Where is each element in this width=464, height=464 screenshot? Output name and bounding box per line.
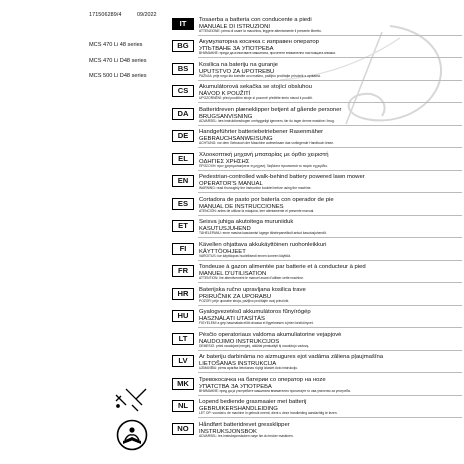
language-block-bs [170,61,464,81]
language-block-et [170,218,464,238]
product-title: Ar bateriju darbināma no aizmugures ejot vadāma zāliena pļaujmašīna [199,354,384,360]
warning-text: PAŽNJA: prije nego što koristite ovu mašinu, pažljivo pročitajte priručnik s uputama. [199,74,321,79]
language-block-no [170,421,464,441]
warning-text: TÄHELEPANU: enne masina kasutamist lugege tähelepanelikult antud kasutusjuhendit. [199,231,327,236]
language-code: ET [172,220,194,232]
manual-title: PRIRUČNIK ZA UPORABU [199,293,272,300]
row-divider [198,395,462,396]
product-title: Håndført batteridrevet gressklipper [199,422,290,428]
manual-title: MANUALE DI ISTRUZIONI [199,23,271,30]
language-code: FI [172,243,194,255]
language-code: DE [172,130,194,142]
product-title: Tondeuse à gazon alimentée par batterie et à conducteur à pied [199,264,366,270]
row-divider [198,102,462,103]
language-block-nl [170,398,464,418]
manual-title: УПАТСТВА ЗА УПОТРЕБА [199,383,272,390]
language-code: EN [172,175,194,187]
language-block-hu [170,308,464,328]
product-title: Cortadora de pasto por batería con operador de pie [199,197,334,203]
model-name: MCS 500 Li D48 series [89,73,147,79]
language-code: MK [172,378,194,390]
product-title: Seisva juhiga akutoitega muruniiduk [199,219,294,225]
language-code: BG [172,40,194,52]
model-list [89,38,147,85]
manual-title: ΟΔΗΓΙΕΣ ΧΡΗΣΗΣ [199,158,250,165]
warning-text: ATENCIÓN: antes de utilizar la máquina, leer atentamente el presente manual. [199,209,315,214]
manual-title: GEBRUIKERSHANDLEIDING [199,405,278,412]
row-divider [198,305,462,306]
manual-title: GEBRAUCHSANWEISUNG [199,135,273,142]
product-title: Pedestrian-controlled walk-behind battery powered lawn mower [199,174,365,180]
product-title: Baterijska ručno upravljana kosilica trave [199,287,306,293]
language-block-bg [170,38,464,58]
language-code: NL [172,400,194,412]
language-block-it [170,16,464,36]
warning-text: LET OP: voordat u de machine in gebruik neemt, dient u deze handleiding aandachtig te lezen. [199,411,338,416]
read-manual-icon [118,421,147,450]
language-code: CS [172,85,194,97]
row-divider [198,192,462,193]
product-title: Тревокосачка на батерии со оператор на ноze [199,377,326,383]
product-title: Tosaerba a batteria con conducente a piedi [199,17,312,23]
manual-title: NAUDOJIMO INSTRUKCIJOS [199,338,280,345]
manual-title: LIETOŠANAS INSTRUKCIJA [199,360,277,367]
row-divider [198,417,462,418]
language-code: NO [172,423,194,435]
manual-title: KÄYTTÖOHJEET [199,248,246,255]
language-code: HU [172,310,194,322]
manual-title: MANUEL D'UTILISATION [199,270,267,277]
warning-text: UPOZORNĚNÍ: před použitím stroje si pozorně přečtěte tento návod k použití. [199,96,313,101]
row-divider [198,327,462,328]
product-title: Lopend bediende grasmaaier met batterij [199,399,307,405]
warning-text: ADVARSEL: læs instruktionsbogen omhyggeligt igennem, før du tager denne maskine i brug. [199,119,335,124]
row-divider [198,350,462,351]
product-title: Kävellen ohjattava akkukäyttöinen ruohonleikkuri [199,242,327,248]
product-title: Handgeführter batteriebetriebener Rasenmäher [199,129,324,135]
language-code: ES [172,198,194,210]
manual-title: UPUTSTVO ZA UPOTREBU [199,68,275,75]
warning-text: ATTENTION: lire attentivement le manuel avant d'utiliser cette machine. [199,276,304,281]
safety-pictograms [112,385,152,451]
model-name: MCS 470 Li D48 series [89,57,147,64]
row-divider [198,282,462,283]
product-title: Χλοοκοπτική μηχανή μπαταρίας με όρθιο χειριστή [199,152,329,158]
document-date: 09/2022 [137,12,157,18]
language-block-es [170,196,464,216]
manual-title: MANUAL DE INSTRUCCIONES [199,203,284,210]
left-panel [0,0,170,464]
manual-title: HASZNÁLATI UTASÍTÁS [199,315,265,322]
warning-text: UZMANĪBU: pirms aparāta lietošanas rūpīgi izlasiet doto instrukciju. [199,366,298,371]
warning-text: ACHTUNG: vor dem Gebrauch der Maschine aufmerksam das vorliegende Handbuch lesen. [199,141,335,146]
language-block-cs [170,83,464,103]
language-code: HR [172,288,194,300]
language-block-fi [170,241,464,261]
language-code: DA [172,108,194,120]
language-block-fr [170,263,464,283]
warning-text: ВНИМАНИЕ: пред да ја употребите машината внимателно прочитајте го ова упатство за употреба. [199,389,351,394]
language-code: EL [172,153,194,165]
language-code: BS [172,63,194,75]
product-title: Akumulátorová sekačka se stojící obsluhou [199,84,312,90]
product-title: Gyalogvezetésű akkumulátoros fűnyírógép [199,309,311,315]
warning-text: ATTENZIONE: prima di usare la macchina, leggere attentamente il presente libretto. [199,29,322,34]
model-name: MCS 470 Li 48 series [89,42,143,48]
warning-text: POZOR: prije uporabe stroja, pažljivo pročitajte ovaj priručnik. [199,299,290,304]
row-divider [198,372,462,373]
warning-text: WARNING: read thoroughly the instruction booklet before using the machine. [199,186,312,191]
language-code: LV [172,355,194,367]
row-divider [198,57,462,58]
row-divider [198,260,462,261]
language-block-da [170,106,464,126]
product-title: Kosilica na bateriju na guranje [199,62,278,68]
product-title: Pėsčio operatoriaus valdoma akumuliatorine vejapjovė [199,332,342,338]
document-number: 171506289/4 [89,12,122,18]
language-code: LT [172,333,194,345]
language-code: FR [172,265,194,277]
product-title: Акумулаторна косачка с изправен оператор [199,39,319,45]
language-block-el [170,151,464,171]
product-title: Batteridreven plæneklipper betjent af gående personer [199,107,342,113]
row-divider [198,215,462,216]
row-divider [198,147,462,148]
language-list [170,0,464,464]
manual-title: BRUGSANVISNING [199,113,253,120]
manual-title: KASUTUSJUHEND [199,225,251,232]
language-block-de [170,128,464,148]
warning-text: VAROITUS: lue käyttöopas huolellisesti ennen koneen käyttöä. [199,254,291,259]
language-block-hr [170,286,464,306]
warning-text: ΠΡΟΣΟΧΗ: πριν χρησιμοποιήσετε τη μηχανή, διαβάστε προσεκτικά το παρόν εγχειρίδιο. [199,164,328,169]
row-divider [198,237,462,238]
row-divider [198,170,462,171]
warning-text: ВНИМАНИЕ: преди да използвате машината, прочетете внимателно настоящата книжка. [199,51,336,56]
warning-text: ADVARSEL: les instruksjonsboken nøye før du bruker maskinen. [199,434,294,439]
manual-title: NÁVOD K POUŽITÍ [199,90,251,97]
warning-text: FIGYELEM! a gép használata előtt olvassa el figyelmesen a jelen kézikönyvet. [199,321,314,326]
row-divider [198,125,462,126]
language-code: IT [172,18,194,30]
warning-text: DĖMESIO: prieš naudojant įrenginį, atidžiai perskaityti šį naudotojo vadovą. [199,344,310,349]
battery-plug-icon [116,389,146,411]
row-divider [198,35,462,36]
language-block-lt [170,331,464,351]
language-block-lv [170,353,464,373]
manual-title: УПЪТВАНЕ ЗА УПОТРЕБА [199,45,274,52]
language-block-en [170,173,464,193]
manual-title: OPERATOR'S MANUAL [199,180,263,187]
manual-title: INSTRUKSJONSBOK [199,428,257,435]
row-divider [198,80,462,81]
language-block-mk [170,376,464,396]
